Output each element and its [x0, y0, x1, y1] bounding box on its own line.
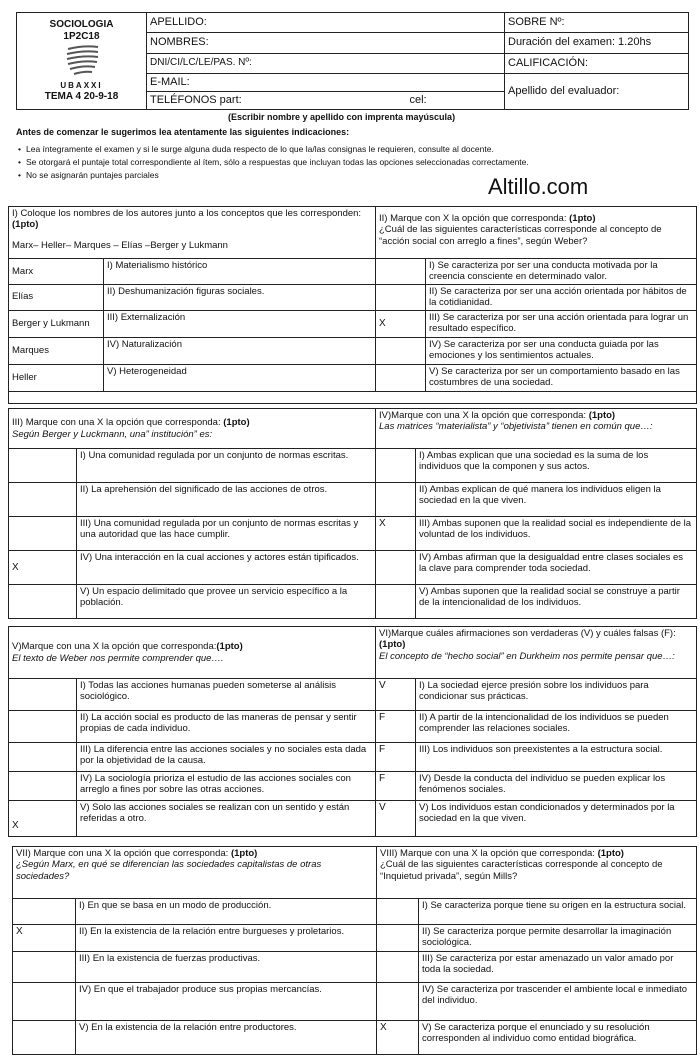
q2-mark[interactable] [376, 337, 426, 364]
q2-header [376, 207, 697, 259]
q4-mark[interactable] [376, 585, 416, 619]
section-q7-q8 [12, 846, 697, 1055]
q7-title: VII) Marque con una X la opción que corresponda: [16, 848, 229, 859]
q5-option: V) Solo las acciones sociales se realizan con un sentido y están referidas a otro. [77, 801, 376, 837]
q3-option: I) Una comunidad regulada por un conjunto de normas escritas. [77, 449, 376, 483]
q5-mark[interactable] [9, 711, 77, 743]
q3-title: III) Marque con una X la opción que corresponda: [12, 417, 221, 429]
tema-label: TEMA 4 20-9-18 [44, 90, 119, 102]
subject-title: SOCIOLOGIA [49, 19, 114, 31]
q6-option: II) A partir de la intencionalidad de los individuos se pueden comprender las relaciones sociales. [416, 711, 697, 743]
q3-points: (1pto) [223, 417, 250, 429]
q7-mark[interactable]: X [13, 925, 76, 952]
q8-header [377, 847, 697, 899]
q7-option: III) En la existencia de fuerzas productivas. [76, 952, 377, 983]
ubaxxi-logo-icon [62, 43, 102, 77]
q4-mark[interactable]: X [376, 517, 416, 551]
q5-points: (1pto) [216, 641, 243, 653]
q3-option: V) Un espacio delimitado que provee un servicio específico a la población. [77, 585, 376, 619]
evaluador-field[interactable]: Apellido del evaluador: [505, 73, 689, 109]
q4-option: V) Ambas suponen que la realidad social se construye a partir de la intencionalidad de los individuos. [416, 585, 697, 619]
q2-mark[interactable] [376, 259, 426, 285]
course-code: 1P2C18 [63, 31, 100, 43]
q8-mark[interactable] [377, 983, 419, 1021]
q1-answer[interactable]: Marques [9, 337, 104, 364]
q5-option: IV) La sociología prioriza el estudio de las acciones sociales con arreglo a fines por sobre las otras acciones. [77, 772, 376, 801]
q2-mark[interactable] [376, 284, 426, 310]
q6-mark[interactable]: V [376, 679, 416, 711]
q6-points: (1pto) [379, 639, 406, 651]
q4-subtitle: Las matrices “materialista” y “objetivista” tienen en común que…: [379, 421, 653, 433]
q1-header [9, 207, 376, 259]
q6-mark[interactable]: F [376, 772, 416, 801]
q4-option: I) Ambas explican que una sociedad es la suma de los individuos que la componen y sus actos. [416, 449, 697, 483]
q7-option: IV) En que el trabajador produce sus propias mercancías. [76, 983, 377, 1021]
sobre-field[interactable]: SOBRE Nº: [505, 13, 689, 33]
q6-title: VI)Marque cuáles afirmaciones son verdaderas (V) y cuáles falsas (F): [379, 628, 676, 639]
section-q5-q6 [8, 626, 697, 837]
q3-mark[interactable] [9, 585, 77, 619]
q6-option: V) Los individuos estan condicionados y determinados por la sociedad en la que viven. [416, 801, 697, 837]
q5-mark[interactable] [9, 679, 77, 711]
instruction-item: • No se asignarán puntajes parciales [16, 169, 688, 182]
q1-answer[interactable]: Heller [9, 364, 104, 391]
q6-mark[interactable]: F [376, 711, 416, 743]
q8-subtitle: ¿Cuál de las siguientes características corresponde al concepto de “Inquietud privada”, según Mills? [380, 859, 663, 882]
q6-mark[interactable]: V [376, 801, 416, 837]
spacer-row [9, 391, 697, 403]
q2-subtitle: ¿Cuál de las siguientes características corresponde al concepto de “acción social con arreglo a fines”, según Weber? [379, 224, 662, 247]
q4-mark[interactable] [376, 449, 416, 483]
q7-mark[interactable] [13, 1021, 76, 1055]
telefonos-label: TELÉFONOS part: [150, 93, 242, 106]
q1-concept: IV) Naturalización [104, 337, 376, 364]
q7-mark[interactable] [13, 983, 76, 1021]
q6-option: III) Los individuos son preexistentes a la estructura social. [416, 743, 697, 772]
watermark: Altillo.com [488, 174, 589, 199]
q2-option: IV) Se caracteriza por ser una conducta guiada por las emociones y los sentimientos actuales. [426, 337, 697, 364]
q5-subtitle: El texto de Weber nos permite comprender que…. [12, 652, 224, 664]
q8-option: IV) Se caracteriza por trascender el ambiente local e inmediato del individuo. [419, 983, 697, 1021]
q6-subtitle: El concepto de “hecho social” en Durkheim nos permite pensar que…: [379, 650, 675, 662]
q1-concept: I) Materialismo histórico [104, 259, 376, 285]
q3-subtitle: Según Berger y Luckmann, una” institución” es: [12, 428, 213, 440]
duration-label: Duración del examen: 1.20hs [505, 33, 689, 53]
q4-points: (1pto) [588, 410, 616, 421]
q5-option: II) La acción social es producto de las maneras de pensar y sentir propias de cada individuo. [77, 711, 376, 743]
q1-answer[interactable]: Elías [9, 284, 104, 310]
q6-option: I) La sociedad ejerce presión sobre los individuos para condicionar sus prácticas. [416, 679, 697, 711]
q4-option: III) Ambas suponen que la realidad social es independiente de la voluntad de los individuos. [416, 517, 697, 551]
q1-title: I) Coloque los nombres de los autores junto a los conceptos que les corresponden: [12, 208, 362, 219]
q8-option: V) Se caracteriza porque el enunciado y su resolución corresponden al individuo como entidad biográfica. [419, 1021, 697, 1055]
q1-concept: II) Deshumanización figuras sociales. [104, 284, 376, 310]
q3-mark[interactable] [9, 449, 77, 483]
q2-title: II) Marque con X la opción que corresponda: [379, 213, 567, 224]
q2-option: III) Se caracteriza por ser una acción orientada para lograr un resultado específico. [426, 310, 697, 337]
q4-mark[interactable] [376, 483, 416, 517]
q3-option: II) La aprehensión del significado de las acciones de otros. [77, 483, 376, 517]
q8-mark[interactable] [377, 899, 419, 925]
q5-mark[interactable] [9, 772, 77, 801]
q2-option: I) Se caracteriza por ser una conducta motivada por la creencia consciente en determinado valor. [426, 259, 697, 285]
q2-points: (1pto) [569, 213, 596, 224]
header-note: (Escribir nombre y apellido con imprenta mayúscula) [228, 112, 456, 122]
q5-option: I) Todas las acciones humanas pueden someterse al análisis sociológico. [77, 679, 376, 711]
q3-mark[interactable] [9, 483, 77, 517]
q8-mark[interactable] [377, 952, 419, 983]
q7-mark[interactable] [13, 952, 76, 983]
q3-option: III) Una comunidad regulada por un conjunto de normas escritas y una autoridad que las hace cumplir. [77, 517, 376, 551]
q4-header [376, 409, 697, 449]
q8-title: VIII) Marque con una X la opción que corresponda: [380, 848, 595, 859]
q5-mark[interactable] [9, 743, 77, 772]
q5-mark[interactable]: X [9, 801, 77, 837]
q8-mark[interactable] [377, 925, 419, 952]
q4-option: II) Ambas explican de qué manera los individuos eligen la sociedad en la que viven. [416, 483, 697, 517]
q1-concept: III) Externalización [104, 310, 376, 337]
q5-title: V)Marque con una X la opción que corresponda: [12, 641, 217, 653]
q8-option: III) Se caracteriza por estar amenazado un valor amado por toda la sociedad. [419, 952, 697, 983]
telefonos-field[interactable] [147, 91, 505, 109]
q1-concept: V) Heterogeneidad [104, 364, 376, 391]
q6-mark[interactable]: F [376, 743, 416, 772]
q3-mark[interactable]: X [9, 551, 77, 585]
q7-option: V) En la existencia de la relación entre productores. [76, 1021, 377, 1055]
q7-mark[interactable] [13, 899, 76, 925]
q5-header [9, 627, 376, 679]
instruction-item: • Lea íntegramente el examen y si le surge alguna duda respecto de lo que la/las consignas le requieren, consulte al docente. [16, 143, 688, 156]
q2-option: V) Se caracteriza por ser un comportamiento basado en las costumbres de una sociedad. [426, 364, 697, 391]
dni-field[interactable]: DNI/CI/LC/LE/PAS. Nº: [147, 53, 505, 73]
exam-header [16, 12, 689, 110]
q2-option: II) Se caracteriza por ser una acción orientada por hábitos de la cotidianidad. [426, 284, 697, 310]
q8-option: II) Se caracteriza porque permite desarrollar la imaginación sociológica. [419, 925, 697, 952]
q6-header [376, 627, 697, 679]
q7-option: I) En que se basa en un modo de producción. [76, 899, 377, 925]
q1-answer[interactable]: Berger y Lukmann [9, 310, 104, 337]
calificacion-field[interactable]: CALIFICACIÓN: [505, 53, 689, 73]
q8-points: (1pto) [597, 848, 624, 859]
q8-option: I) Se caracteriza porque tiene su origen en la estructura social. [419, 899, 697, 925]
q6-option: IV) Desde la conducta del individuo se pueden explicar los fenómenos sociales. [416, 772, 697, 801]
q1-answer[interactable]: Marx [9, 259, 104, 285]
q8-mark[interactable]: X [377, 1021, 419, 1055]
q5-option: III) La diferencia entre las acciones sociales y no sociales esta dada por la objetividad de la causa. [77, 743, 376, 772]
email-field[interactable]: E-MAIL: [147, 73, 505, 91]
q4-title: IV)Marque con una X la opción que corresponda: [379, 410, 587, 421]
q4-option: IV) Ambas afirman que la desigualdad entre clases sociales es la clave para comprender toda sociedad. [416, 551, 697, 585]
q7-header [13, 847, 377, 899]
q1-points: (1pto) [12, 219, 39, 231]
q3-header [9, 409, 376, 449]
instruction-item: • Se otorgará el puntaje total correspondiente al ítem, sólo a respuestas que incluyan todas las opciones seleccionadas correctamente. [16, 156, 688, 169]
q2-mark[interactable] [376, 364, 426, 391]
q2-mark[interactable]: X [376, 310, 426, 337]
section-q3-q4 [8, 408, 697, 619]
cel-label: cel: [409, 93, 427, 106]
q7-points: (1pto) [230, 848, 258, 859]
logo-text: UBAXXI [60, 81, 103, 91]
q3-option: IV) Una interacción en la cual acciones y actores están tipificados. [77, 551, 376, 585]
q1-authors: Marx– Heller– Marques – Elías –Berger y Lukmann [12, 239, 228, 251]
q7-option: II) En la existencia de la relación entre burgueses y proletarios. [76, 925, 377, 952]
apellido-field[interactable]: APELLIDO: [147, 13, 505, 33]
nombres-field[interactable]: NOMBRES: [147, 33, 505, 53]
section-q1-q2 [8, 206, 697, 404]
q3-mark[interactable] [9, 517, 77, 551]
q4-mark[interactable] [376, 551, 416, 585]
instructions-intro: Antes de comenzar le sugerimos lea atentamente las siguientes indicaciones: [16, 127, 350, 137]
q7-subtitle: ¿Según Marx, en qué se diferencian las sociedades capitalistas de otras sociedades? [16, 859, 322, 882]
logo-block [17, 13, 147, 110]
